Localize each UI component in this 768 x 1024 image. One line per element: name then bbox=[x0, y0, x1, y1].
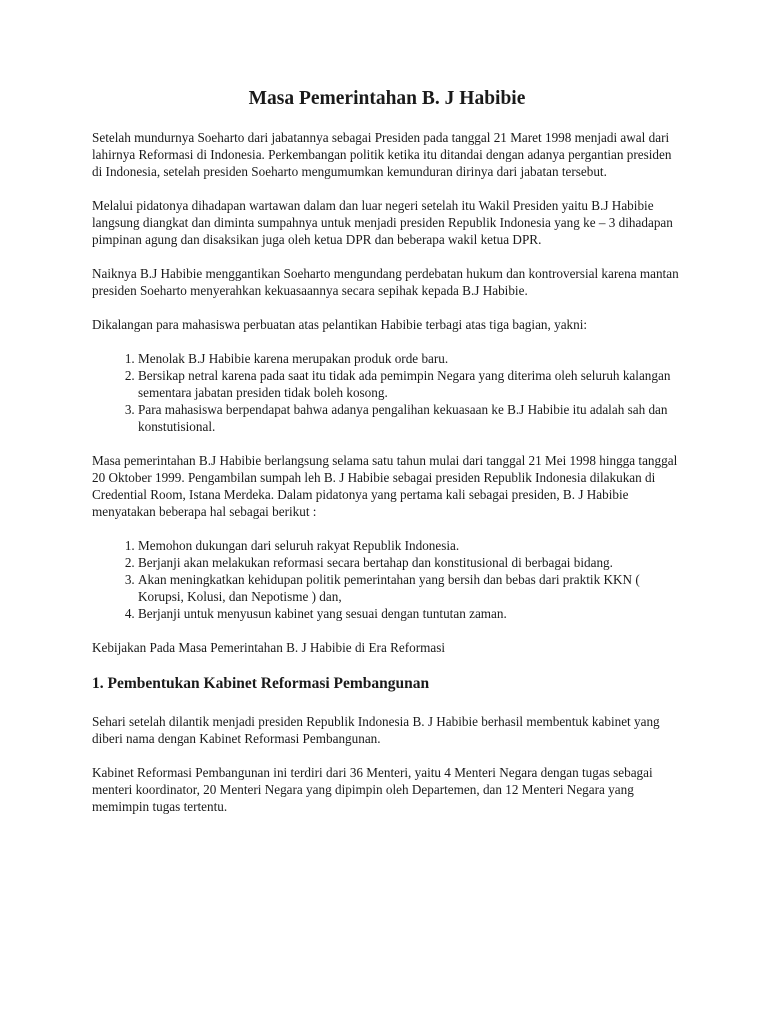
list-item: 2. Bersikap netral karena pada saat itu tidak ada pemimpin Negara yang diterima oleh seluruh kalangan sementara jabatan presiden tidak boleh kosong. bbox=[138, 367, 682, 401]
list-item: 4. Berjanji untuk menyusun kabinet yang sesuai dengan tuntutan zaman. bbox=[138, 605, 682, 622]
list-item: 2. Berjanji akan melakukan reformasi secara bertahap dan konstitusional di berbagai bidang. bbox=[138, 554, 682, 571]
section-heading: 1. Pembentukan Kabinet Reformasi Pembangunan bbox=[92, 675, 430, 692]
paragraph-term: Masa pemerintahan B.J Habibie berlangsung selama satu tahun mulai dari tanggal 21 Mei 1998 hingga tanggal 20 Oktober 1999. Pengambilan sumpah leh B. J Habibie sebagai presiden Republik Indonesia dilakukan di Credential Room, Istana Merdeka. Dalam pidatonya yang pertama kali sebagai presiden, B. J Habibie menyatakan beberapa hal sebagai berikut : bbox=[92, 453, 678, 519]
list-item: 1. Menolak B.J Habibie karena merupakan produk orde baru. bbox=[138, 350, 682, 367]
paragraph-students: Dikalangan para mahasiswa perbuatan atas pelantikan Habibie terbagi atas tiga bagian, yakni: bbox=[92, 317, 588, 332]
paragraph-controversy: Naiknya B.J Habibie menggantikan Soeharto mengundang perdebatan hukum dan kontroversial karena mantan presiden Soeharto menyerahkan kekuasaannya secara sepihak kepada B.J Habibie. bbox=[92, 266, 679, 298]
paragraph-cabinet-formed: Sehari setelah dilantik menjadi presiden Republik Indonesia B. J Habibie berhasil membentuk kabinet yang diberi nama dengan Kabinet Reformasi Pembangunan. bbox=[92, 714, 660, 746]
list-item: 3. Para mahasiswa berpendapat bahwa adanya pengalihan kekuasaan ke B.J Habibie itu adalah sah dan konstutisional. bbox=[138, 401, 682, 435]
document-page bbox=[92, 86, 682, 832]
speech-points-list bbox=[92, 537, 682, 622]
student-views-list bbox=[92, 350, 682, 435]
paragraph-cabinet-composition: Kabinet Reformasi Pembangunan ini terdiri dari 36 Menteri, yaitu 4 Menteri Negara dengan tugas sebagai menteri koordinator, 20 Menteri Negara yang dipimpin oleh Departemen, dan 12 Menteri Negara yang memimpin tugas tertentu. bbox=[92, 765, 653, 814]
document-title: Masa Pemerintahan B. J Habibie bbox=[248, 88, 526, 109]
paragraph-intro: Setelah mundurnya Soeharto dari jabatannya sebagai Presiden pada tanggal 21 Maret 1998 menjadi awal dari lahirnya Reformasi di Indonesia. Perkembangan politik ketika itu ditandai dengan adanya pergantian presiden di Indonesia, setelah presiden Soeharto mengumumkan kemunduran dirinya dari jabatan tersebut. bbox=[92, 130, 672, 179]
list-item: 3. Akan meningkatkan kehidupan politik pemerintahan yang bersih dan bebas dari praktik KKN ( Korupsi, Kolusi, dan Nepotisme ) dan, bbox=[138, 571, 682, 605]
paragraph-inauguration: Melalui pidatonya dihadapan wartawan dalam dan luar negeri setelah itu Wakil Presiden yaitu B.J Habibie langsung diangkat dan diminta sumpahnya untuk menjadi presiden Republik Indonesia yang ke – 3 dihadapan pimpinan agung dan disaksikan juga oleh ketua DPR dan beberapa wakil ketua DPR. bbox=[92, 198, 673, 247]
paragraph-policy: Kebijakan Pada Masa Pemerintahan B. J Habibie di Era Reformasi bbox=[92, 640, 446, 655]
list-item: 1. Memohon dukungan dari seluruh rakyat Republik Indonesia. bbox=[138, 537, 682, 554]
